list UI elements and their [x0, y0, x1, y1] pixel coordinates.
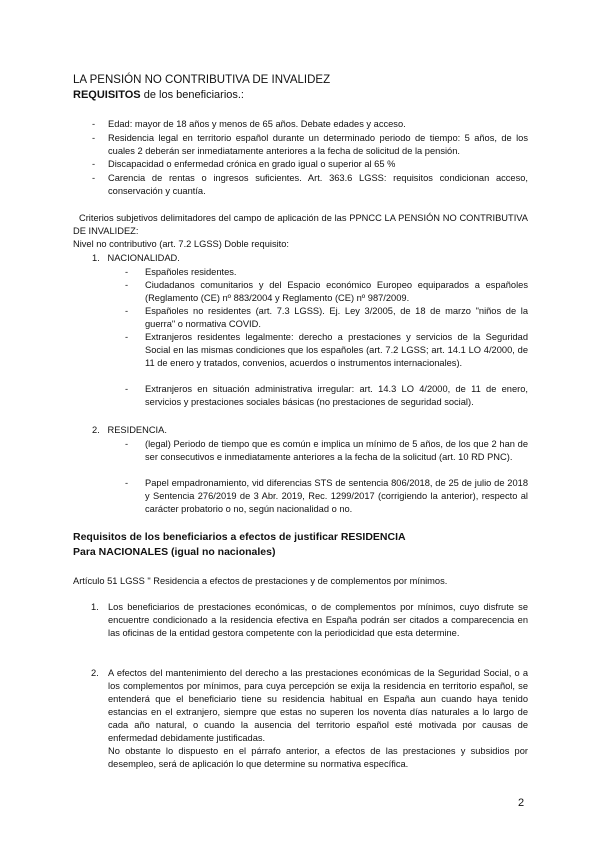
- bullet-mark: -: [92, 173, 96, 183]
- dash-mark: -: [125, 478, 129, 488]
- nacionalidad-item: - Extranjeros residentes legalmente: derecho a prestaciones y servicios de la Seguridad Social en las mismas condiciones que los españoles (art. 7.2 LGSS; art. 14.1 LO 4/2000, de 11 de enero y tratados, convenios, acuerdos o instrumentos internacionales).: [125, 332, 528, 368]
- requirement-item: - Carencia de rentas o ingresos suficientes. Art. 363.6 LGSS: requisitos condicionan acceso, conservación y cuantía.: [92, 173, 528, 196]
- residencia-item: - (legal) Periodo de tiempo que es común e implica un mínimo de 5 años, de los que 2 han de ser consecutivos e inmediatamente anteriores a la fecha de la solicitud (art. 10 RD PNC).: [125, 439, 528, 462]
- dash-mark: -: [125, 384, 129, 394]
- nacionalidad-item: - Españoles no residentes (art. 7.3 LGSS). Ej. Ley 3/2005, de 18 de marzo "niños de la guerra" o normativa COVID.: [125, 306, 528, 329]
- dash-mark: -: [125, 267, 129, 277]
- section-heading: Requisitos de los beneficiarios a efectos de justificar RESIDENCIA: [73, 531, 406, 543]
- item-residencia: 2. RESIDENCIA.: [92, 425, 167, 435]
- requirements-bold: REQUISITOS: [73, 89, 141, 101]
- criteria-paragraph: Criterios subjetivos delimitadores del campo de aplicación de las PPNCC LA PENSIÓN NO CONTRIBUTIVA DE INVALIDEZ:: [73, 213, 528, 236]
- dash-mark: -: [125, 332, 129, 342]
- dash-mark: -: [125, 280, 129, 290]
- requirement-item: - Discapacidad o enfermedad crónica en grado igual o superior al 65 %: [92, 159, 396, 169]
- page-number: 2: [518, 797, 525, 809]
- bullet-mark: -: [92, 159, 96, 169]
- nivel-line: Nivel no contributivo (art. 7.2 LGSS) Doble requisito:: [73, 239, 289, 249]
- paragraph-2-continued: No obstante lo dispuesto en el párrafo anterior, a efectos de las prestaciones y subsidios por desempleo, será de aplicación lo que determine su normativa específica.: [108, 746, 528, 769]
- bullet-mark: -: [92, 133, 96, 143]
- nacionalidad-item: - Ciudadanos comunitarios y del Espacio económico Europeo equiparados a españoles (Reglamento (CE) nº 883/2004 y Reglamento (CE) nº 987/2009.: [125, 280, 528, 303]
- paragraph-1: 1. Los beneficiarios de prestaciones económicas, o de complementos por mínimos, cuyo disfrute se encuentre condicionado a la residencia efectiva en España podrán ser citados a comparecencia en las oficinas de la entidad gestora competente con la periodicidad que esta determine.: [91, 602, 528, 638]
- nacionalidad-item: - Españoles residentes.: [125, 267, 237, 277]
- requirements-heading: [73, 88, 244, 102]
- item-nacionalidad: 1. NACIONALIDAD.: [92, 253, 180, 263]
- dash-mark: -: [125, 306, 129, 316]
- article-title: Artículo 51 LGSS " Residencia a efectos de prestaciones y de complementos por mínimos.: [73, 576, 448, 586]
- bullet-mark: -: [92, 119, 96, 129]
- dash-mark: -: [125, 439, 129, 449]
- paragraph-2: 2. A efectos del mantenimiento del derecho a las prestaciones económicas de la Seguridad Social, o a los complementos por mínimos, para cuya percepción se exija la residencia en territorio español, se entenderá que el beneficiario tiene su residencia habitual en España aun cuando haya tenido estancias en el extranjero, siempre que estas no superen los noventa días naturales a lo largo de cada año natural, o cuando la ausencia del territorio español esté motivada por causas de enfermedad debidamente justificadas.: [91, 668, 528, 743]
- requirements-heading-rest: de los beneficiarios.:: [140, 89, 244, 101]
- residencia-item: - Papel empadronamiento, vid diferencias STS de sentencia 806/2018, de 25 de julio de 2018 y Sentencia 276/2019 de 3 Abr. 2019, Rec. 1299/2017 (corrigiendo la anterior), respecto al carácter probatorio o no, según nacionalidad o no.: [125, 478, 528, 514]
- nacionalidad-item: - Extranjeros en situación administrativa irregular: art. 14.3 LO 4/2000, de 11 de enero, servicios y prestaciones sociales básicas (no prestaciones de seguridad social).: [125, 384, 528, 407]
- requirement-item: - Edad: mayor de 18 años y menos de 65 años. Debate edades y acceso.: [92, 119, 406, 129]
- section-subheading: Para NACIONALES (igual no nacionales): [73, 546, 276, 558]
- document-title: LA PENSIÓN NO CONTRIBUTIVA DE INVALIDEZ: [73, 74, 331, 86]
- requirement-item: - Residencia legal en territorio español durante un determinado periodo de tiempo: 5 años, de los cuales 2 deberán ser inmediatamente anteriores a la fecha de solicitud de la pensión.: [92, 133, 528, 156]
